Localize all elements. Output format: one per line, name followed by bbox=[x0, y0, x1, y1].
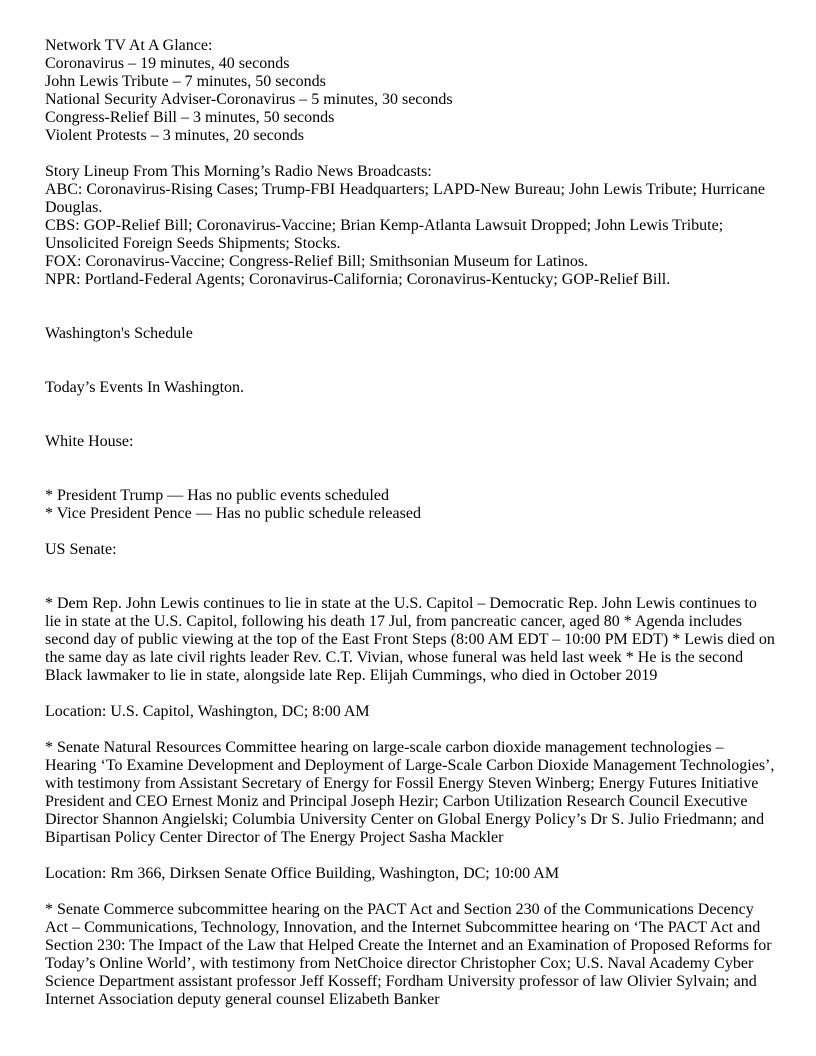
senate-event-location: Location: Rm 366, Dirksen Senate Office Building, Washington, DC; 10:00 AM bbox=[45, 865, 560, 882]
story-lineup-item: FOX: Coronavirus-Vaccine; Congress-Relief Bill; Smithsonian Museum for Latinos. bbox=[45, 253, 589, 270]
white-house-item: * President Trump — Has no public events scheduled bbox=[45, 487, 389, 504]
white-house-item: * Vice President Pence — Has no public schedule released bbox=[45, 505, 421, 522]
senate-event-location: Location: U.S. Capitol, Washington, DC; 8:00 AM bbox=[45, 703, 370, 720]
story-lineup-item: ABC: Coronavirus-Rising Cases; Trump-FBI Headquarters; LAPD-New Bureau; John Lewis Tribute; Hurricane Douglas. bbox=[45, 181, 765, 216]
network-tv-heading: Network TV At A Glance: bbox=[45, 37, 213, 54]
senate-event-description: * Senate Natural Resources Committee hearing on large-scale carbon dioxide management technologies – Hearing ‘To Examine Development and Deployment of Large-Scale Carbon Dioxide Management Technologies’, with testimony from Assistant Secretary of Energy for Fossil Energy Steven Winberg; Energy Futures Initiative President and CEO Ernest Moniz and Principal Joseph Hezir; Carbon Utilization Research Council Executive Director Shannon Angielski; Columbia University Center on Global Energy Policy’s Dr S. Julio Friedmann; and Bipartisan Policy Center Director of The Energy Project Sasha Mackler bbox=[45, 739, 775, 846]
network-tv-item: National Security Adviser-Coronavirus – 5 minutes, 30 seconds bbox=[45, 91, 453, 108]
story-lineup-item: CBS: GOP-Relief Bill; Coronavirus-Vaccine; Brian Kemp-Atlanta Lawsuit Dropped; John Lewis Tribute; Unsolicited Foreign Seeds Shipments; Stocks. bbox=[45, 217, 724, 252]
network-tv-item: Coronavirus – 19 minutes, 40 seconds bbox=[45, 55, 290, 72]
white-house-section bbox=[45, 433, 775, 523]
senate-section bbox=[45, 541, 775, 1009]
document-body bbox=[45, 37, 775, 1009]
senate-event-description: * Senate Commerce subcommittee hearing on the PACT Act and Section 230 of the Communications Decency Act – Communications, Technology, Innovation, and the Internet Subcommittee hearing on ‘The PACT Act and Section 230: The Impact of the Law that Helped Create the Internet and an Examination of Proposed Reforms for Today’s Online World’, with testimony from NetChoice director Christopher Cox; U.S. Naval Academy Cyber Science Department assistant professor Jeff Kosseff; Fordham University professor of law Olivier Sylvain; and Internet Association deputy general counsel Elizabeth Banker bbox=[45, 901, 772, 1008]
events-title: Today’s Events In Washington. bbox=[45, 379, 245, 396]
network-tv-section bbox=[45, 37, 775, 145]
schedule-title: Washington's Schedule bbox=[45, 325, 193, 342]
senate-event-description: * Dem Rep. John Lewis continues to lie in state at the U.S. Capitol – Democratic Rep. John Lewis continues to lie in state at the U.S. Capitol, following his death 17 Jul, from pancreatic cancer, aged 80 * Agenda includes second day of public viewing at the top of the East Front Steps (8:00 AM EDT – 10:00 PM EDT) * Lewis died on the same day as late civil rights leader Rev. C.T. Vivian, whose funeral was held last week * He is the second Black lawmaker to lie in state, alongside late Rep. Elijah Cummings, who died in October 2019 bbox=[45, 595, 775, 684]
senate-heading: US Senate: bbox=[45, 541, 117, 558]
network-tv-item: Violent Protests – 3 minutes, 20 seconds bbox=[45, 127, 305, 144]
network-tv-item: John Lewis Tribute – 7 minutes, 50 seconds bbox=[45, 73, 326, 90]
story-lineup-heading: Story Lineup From This Morning’s Radio News Broadcasts: bbox=[45, 163, 432, 180]
white-house-heading: White House: bbox=[45, 433, 134, 450]
story-lineup-section bbox=[45, 163, 775, 289]
story-lineup-item: NPR: Portland-Federal Agents; Coronavirus-California; Coronavirus-Kentucky; GOP-Relief Bill. bbox=[45, 271, 671, 288]
network-tv-item: Congress-Relief Bill – 3 minutes, 50 seconds bbox=[45, 109, 335, 126]
